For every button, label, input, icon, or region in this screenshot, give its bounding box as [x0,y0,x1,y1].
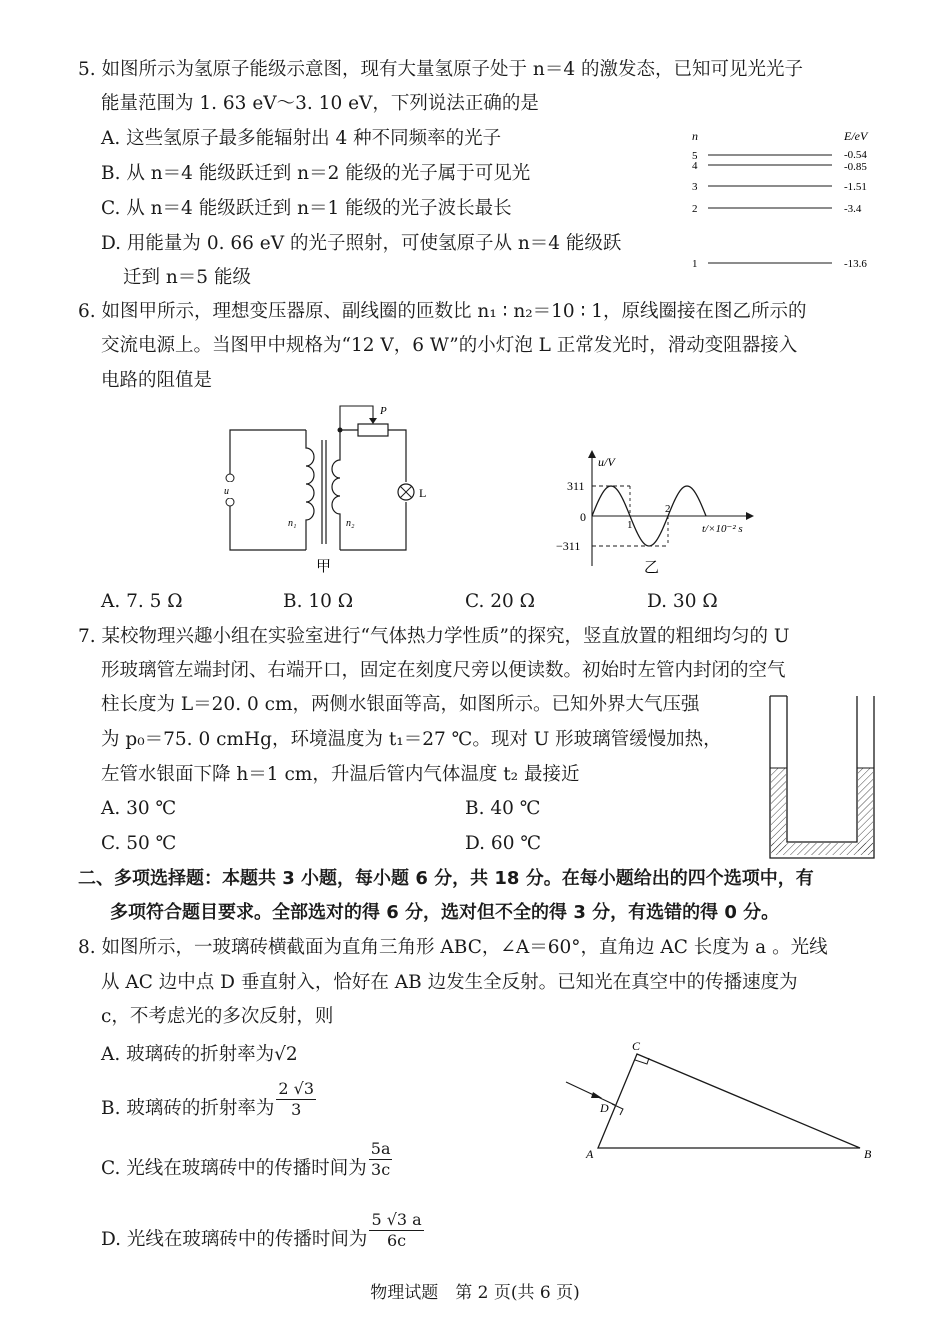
level-e-3: -1.51 [844,181,867,193]
slider-arrow-icon [369,418,377,424]
q7-stem-line5: 左管水银面下降 h＝1 cm，升温后管内气体温度 t₂ 最接近 [101,764,580,785]
q8-option-d-fraction [369,1210,423,1251]
n2-label: n₂ [346,518,355,529]
voltage-waveform-figure [550,448,760,578]
level-n-3: 3 [692,181,698,193]
q5-stem-line1: 5. 如图所示为氢原子能级示意图，现有大量氢原子处于 n＝4 的激发态，已知可见光光子 [78,59,803,80]
level-e-5: -0.54 [844,149,867,161]
vertex-label-c: C [632,1039,641,1053]
energy-level-diagram [684,126,884,276]
q6-stem-line2: 交流电源上。当图甲中规格为“12 V，6 W”的小灯泡 L 正常发光时，滑动变阻器接入 [101,335,798,356]
triangle-abc [598,1054,860,1148]
n-axis-label: n [692,129,698,143]
mercury-right-column [858,768,873,852]
secondary-coil [332,430,340,550]
glass-prism-triangle-figure [560,1036,890,1166]
q8-option-c-denominator: 3c [371,1159,391,1179]
q8-option-a-text: A. 玻璃砖的折射率为 [101,1044,275,1065]
q5-option-d-line2: 迁到 n＝5 能级 [123,267,251,288]
level-e-1: -13.6 [844,258,867,270]
q8-option-d [101,1209,424,1253]
q5-stem-line2: 能量范围为 1. 63 eV～3. 10 eV，下列说法正确的是 [101,93,539,114]
q8-option-d-numerator: 5 √3 a [371,1209,422,1229]
q8-option-b-numerator: 2 √3 [278,1078,314,1098]
y-tick-neg311: −311 [556,539,581,553]
q8-option-a-value: √2 [274,1044,298,1065]
q5-option-c: C. 从 n＝4 能级跃迁到 n＝1 能级的光子波长最长 [101,198,512,219]
q8-option-c-fraction [369,1139,393,1180]
q7-option-a: A. 30 ℃ [101,798,177,819]
q8-option-d-denominator: 6c [387,1230,407,1250]
lamp-label-l: L [419,486,427,500]
vertex-label-a: A [586,1147,594,1161]
q7-option-d: D. 60 ℃ [465,833,542,854]
source-label-u: u [224,486,229,497]
section2-heading-line1: 二、多项选择题：本题共 3 小题，每小题 6 分，共 18 分。在每小题给出的四个选项中，有 [78,868,814,889]
level-n-2: 2 [692,203,698,215]
q6-option-c: C. 20 Ω [465,591,536,612]
q8-option-b-fraction [276,1079,316,1120]
q5-option-b: B. 从 n＝4 能级跃迁到 n＝2 能级的光子属于可见光 [101,163,531,184]
q7-option-c: C. 50 ℃ [101,833,177,854]
rheostat [358,424,388,436]
q5-option-a: A. 这些氢原子最多能辐射出 4 种不同频率的光子 [101,128,502,149]
q7-stem-line2: 形玻璃管左端封闭、右端开口，固定在刻度尺旁以便读数。初始时左管内封闭的空气 [101,660,786,681]
vertex-label-b: B [864,1147,872,1161]
source-terminal-bottom [226,498,234,506]
level-n-4: 4 [692,160,698,172]
ray-arrow-icon [591,1092,602,1098]
q7-stem-line3: 柱长度为 L＝20. 0 cm，两侧水银面等高，如图所示。已知外界大气压强 [101,694,700,715]
u-tube-figure [762,692,882,864]
t-tick-1: 1 [627,519,633,531]
q6-option-b: B. 10 Ω [283,591,354,612]
t-axis-label: t/×10⁻² s [702,523,743,535]
point-label-d: D [600,1101,609,1115]
q8-option-c-text: C. 光线在玻璃砖中的传播时间为 [101,1158,367,1179]
q7-stem-line4: 为 p₀＝75. 0 cmHg，环境温度为 t₁＝27 ℃。现对 U 形玻璃管缓慢加热， [101,729,722,750]
section2-heading-line2: 多项符合题目要求。全部选对的得 6 分，选对但不全的得 3 分，有选错的得 0 分。 [110,902,780,923]
source-terminal-top [226,474,234,482]
q8-option-c [101,1138,392,1182]
q8-stem-line1: 8. 如图所示，一玻璃砖横截面为直角三角形 ABC，∠A＝60°，直角边 AC 长度为 a 。光线 [78,937,828,958]
q8-stem-line2: 从 AC 边中点 D 垂直射入，恰好在 AB 边发生全反射。已知光在真空中的传播速度为 [101,972,798,993]
level-n-5: 5 [692,150,698,162]
q8-option-b [101,1078,316,1122]
page-footer: 物理试题 第 2 页(共 6 页) [370,1283,580,1303]
level-e-2: -3.4 [844,203,862,215]
q5-option-d-line1: D. 用能量为 0. 66 eV 的光子照射，可使氢原子从 n＝4 能级跃 [101,233,622,254]
q8-option-b-denominator: 3 [291,1099,302,1119]
energy-axis-label: E/eV [844,129,868,143]
n1-label: n₁ [288,518,297,529]
u-axis-label: u/V [598,455,615,469]
figure-caption-yi: 乙 [644,560,660,576]
level-e-4: -0.85 [844,161,867,173]
q8-stem-line3: c，不考虑光的多次反射，则 [101,1006,334,1027]
figure-caption-jia: 甲 [316,559,332,575]
t-tick-2: 2 [665,503,671,515]
q7-stem-line1: 7. 某校物理兴趣小组在实验室进行“气体热力学性质”的探究，竖直放置的粗细均匀的 U [78,626,790,647]
y-tick-311: 311 [567,479,585,493]
mercury-bottom [771,843,873,855]
level-n-1: 1 [692,258,698,270]
slider-label-p: P [380,405,387,417]
q6-stem-line3: 电路的阻值是 [101,370,213,391]
y-tick-0: 0 [580,510,586,524]
q7-option-b: B. 40 ℃ [465,798,541,819]
q6-option-a: A. 7. 5 Ω [101,591,183,612]
q8-option-d-text: D. 光线在玻璃砖中的传播时间为 [101,1229,368,1250]
q8-option-a [101,1042,298,1068]
mercury-left-column [771,768,786,852]
primary-coil [306,430,314,550]
q8-option-c-numerator: 5a [370,1138,391,1158]
q6-option-d: D. 30 Ω [647,591,718,612]
q6-stem-line1: 6. 如图甲所示，理想变压器原、副线圈的匝数比 n₁ ∶ n₂＝10 ∶ 1，原线圈接在图乙所示的 [78,301,807,322]
transformer-circuit-figure [218,398,438,578]
q8-option-b-text: B. 玻璃砖的折射率为 [101,1098,275,1119]
